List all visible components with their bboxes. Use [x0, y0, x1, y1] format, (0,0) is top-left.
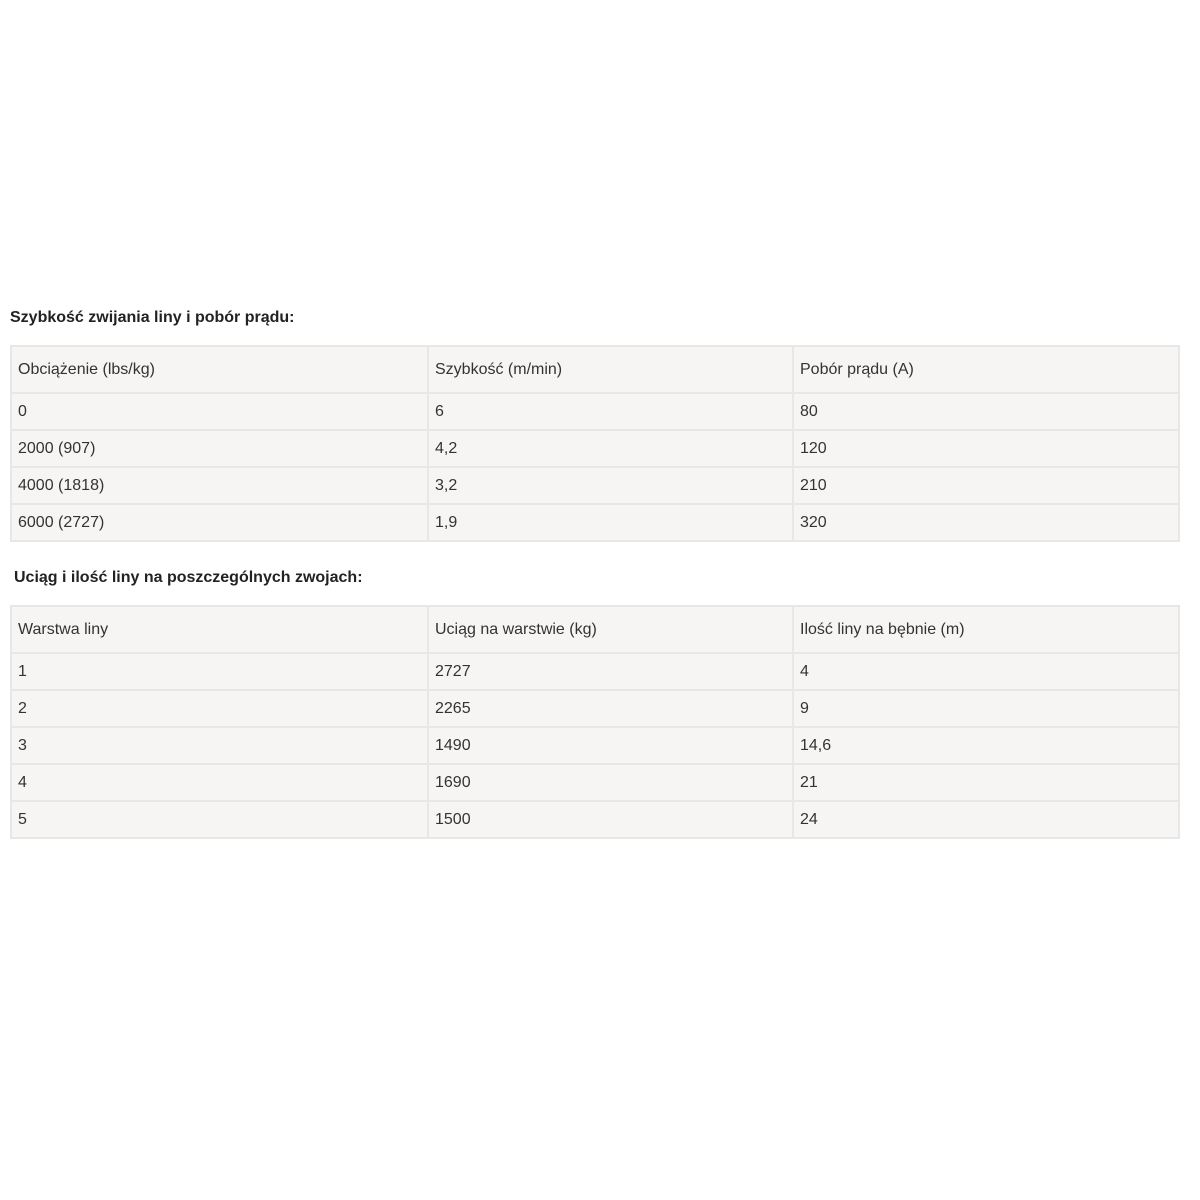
table-cell: 2265: [428, 690, 793, 727]
table-row: [11, 504, 1179, 541]
table-cell: 6: [428, 393, 793, 430]
header-cell: Ilość liny na bębnie (m): [793, 606, 1179, 653]
header-cell: Uciąg na warstwie (kg): [428, 606, 793, 653]
table-cell: 80: [793, 393, 1179, 430]
layer-pull-table: [10, 605, 1180, 839]
speed-current-table: [10, 345, 1180, 542]
table-row: [11, 653, 1179, 690]
table-cell: 0: [11, 393, 428, 430]
table-cell: 4: [793, 653, 1179, 690]
table-cell: 9: [793, 690, 1179, 727]
header-cell: Warstwa liny: [11, 606, 428, 653]
table-cell: 2: [11, 690, 428, 727]
table-cell: 1490: [428, 727, 793, 764]
table-cell: 14,6: [793, 727, 1179, 764]
table-cell: 4,2: [428, 430, 793, 467]
table-row: [11, 467, 1179, 504]
table-cell: 5: [11, 801, 428, 838]
table-cell: 1690: [428, 764, 793, 801]
table-cell: 6000 (2727): [11, 504, 428, 541]
table-cell: 2000 (907): [11, 430, 428, 467]
table-cell: 4: [11, 764, 428, 801]
table-row: [11, 690, 1179, 727]
table-cell: 120: [793, 430, 1179, 467]
table-row: [11, 727, 1179, 764]
header-cell: Szybkość (m/min): [428, 346, 793, 393]
table-cell: 4000 (1818): [11, 467, 428, 504]
table-cell: 3,2: [428, 467, 793, 504]
table-header-row: [11, 606, 1179, 653]
header-cell: Pobór prądu (A): [793, 346, 1179, 393]
section-title-speed: Szybkość zwijania liny i pobór prądu:: [10, 309, 295, 326]
table-cell: 21: [793, 764, 1179, 801]
table-header-row: [11, 346, 1179, 393]
header-cell: Obciążenie (lbs/kg): [11, 346, 428, 393]
table-cell: 1,9: [428, 504, 793, 541]
table-row: [11, 393, 1179, 430]
table-cell: 24: [793, 801, 1179, 838]
table-cell: 1: [11, 653, 428, 690]
table-row: [11, 430, 1179, 467]
section-title-pull: Uciąg i ilość liny na poszczególnych zwojach:: [14, 569, 363, 586]
table-cell: 2727: [428, 653, 793, 690]
table-row: [11, 801, 1179, 838]
table-cell: 1500: [428, 801, 793, 838]
table-cell: 3: [11, 727, 428, 764]
table-row: [11, 764, 1179, 801]
table-cell: 320: [793, 504, 1179, 541]
table-cell: 210: [793, 467, 1179, 504]
